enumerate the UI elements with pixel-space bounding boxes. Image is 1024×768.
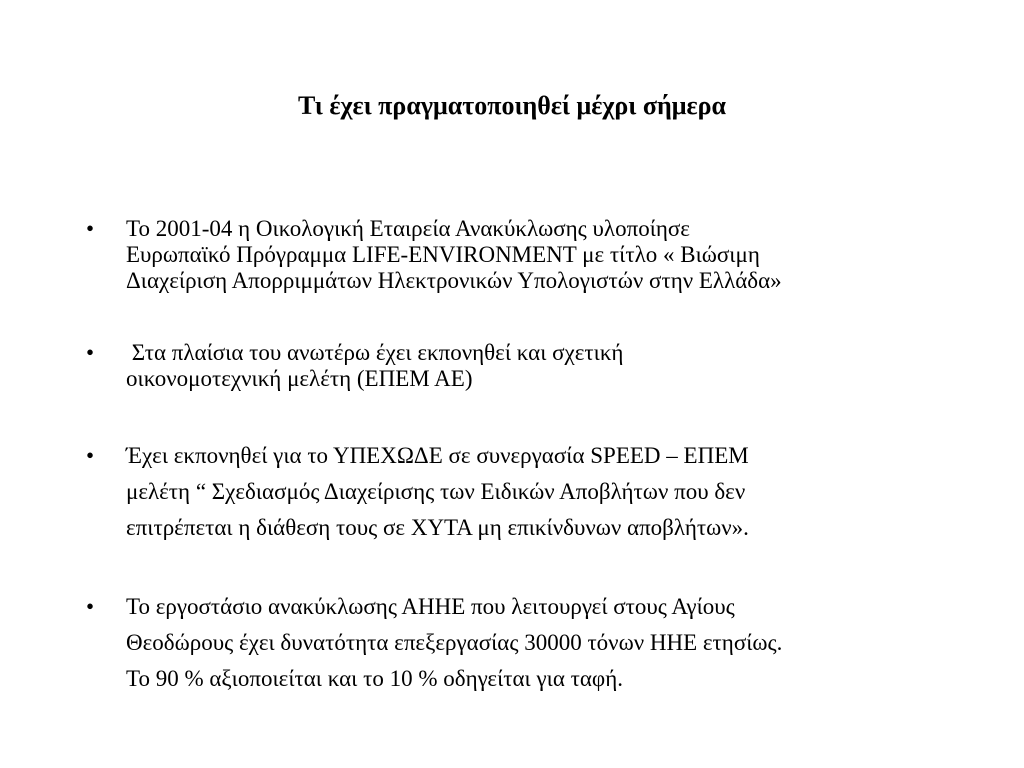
bullet-line: Έχει εκπονηθεί για το ΥΠΕΧΩΔΕ σε συνεργασία SPEED – ΕΠΕΜ [126, 443, 749, 468]
bullet-item-2 [86, 340, 966, 392]
bullet-item-3 [86, 438, 966, 546]
bullet-line: μελέτη “ Σχεδιασμός Διαχείρισης των Ειδικών Αποβλήτων που δεν [126, 479, 746, 504]
bullet-dot: • [86, 443, 95, 468]
bullet-line: Το 2001-04 η Οικολογική Εταιρεία Ανακύκλωσης υλοποίησε [126, 216, 690, 241]
bullet-text [126, 438, 966, 546]
bullet-line: Διαχείριση Απορριμμάτων Ηλεκτρονικών Υπολογιστών στην Ελλάδα» [126, 268, 782, 293]
slide-title: Τι έχει πραγματοποιηθεί μέχρι σήμερα [297, 91, 727, 120]
bullet-line: Ευρωπαϊκό Πρόγραμμα LIFE-ENVIRONMENT με τίτλο « Βιώσιμη [126, 242, 760, 267]
bullet-dot: • [86, 340, 95, 365]
bullet-dot: • [86, 216, 95, 241]
bullet-line: Το 90 % αξιοποιείται και το 10 % οδηγείται για ταφή. [126, 666, 623, 691]
bullet-text [126, 340, 966, 392]
bullet-text [126, 589, 966, 697]
bullet-line: επιτρέπεται η διάθεση τους σε ΧΥΤΑ μη επικίνδυνων αποβλήτων». [126, 515, 749, 540]
bullet-line: Το εργοστάσιο ανακύκλωσης ΑΗΗΕ που λειτουργεί στους Αγίους [126, 594, 735, 619]
bullet-line: οικονομοτεχνική μελέτη (ΕΠΕΜ ΑΕ) [126, 366, 473, 391]
bullet-item-1 [86, 216, 966, 294]
bullet-item-4 [86, 589, 966, 697]
bullet-line: Θεοδώρους έχει δυνατότητα επεξεργασίας 30000 τόνων ΗΗΕ ετησίως. [126, 630, 783, 655]
bullet-dot: • [86, 594, 95, 619]
bullet-line: Στα πλαίσια του ανωτέρω έχει εκπονηθεί και σχετική [126, 340, 624, 365]
bullet-text [126, 216, 966, 294]
